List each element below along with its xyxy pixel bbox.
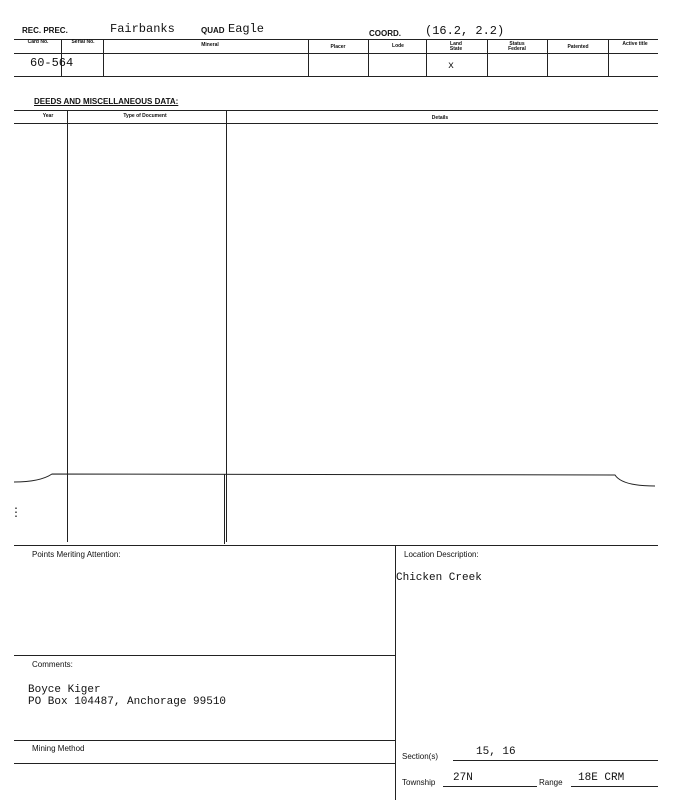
col-lode: Lode — [392, 43, 404, 49]
deeds-title: DEEDS AND MISCELLANEOUS DATA: — [34, 97, 179, 106]
mining-method-bottom-rule — [14, 763, 395, 764]
deeds-col-year: Year — [42, 113, 54, 119]
township-value: 27N — [453, 772, 473, 784]
comments-line-1: Boyce Kiger — [28, 684, 101, 696]
claims-col-divider — [308, 39, 309, 76]
coord-value: (16.2, 2.2) — [425, 24, 505, 38]
col-serial-no: Serial No. — [71, 39, 95, 45]
claims-col-divider — [547, 39, 548, 76]
col-placer: Placer — [330, 44, 346, 50]
quad-label: QUAD — [201, 26, 225, 35]
deeds-col-details: Details — [431, 115, 449, 121]
coord-label: COORD. — [369, 29, 401, 38]
col-patented: Patented — [567, 44, 589, 50]
section-underline — [453, 760, 658, 761]
comments-label: Comments: — [32, 660, 73, 669]
township-underline — [443, 786, 537, 787]
range-value: 18E CRM — [578, 772, 625, 784]
lower-section-rule — [14, 545, 658, 546]
claims-table-top-rule — [14, 39, 658, 40]
points-meriting-attention-label: Points Meriting Attention: — [32, 550, 121, 559]
quad-value: Eagle — [228, 22, 265, 36]
range-underline — [571, 786, 658, 787]
location-description-label: Location Description: — [404, 550, 479, 559]
col-card-no: Card No. — [27, 39, 49, 45]
deeds-top-rule — [14, 110, 658, 111]
comments-rule — [14, 655, 395, 656]
deeds-header-rule — [14, 123, 658, 124]
col-mineral: Mineral — [201, 42, 219, 48]
col-active-title: Active title — [622, 41, 648, 47]
claims-col-divider — [487, 39, 488, 76]
claims-table-header-rule — [14, 53, 658, 54]
section-value: 15, 16 — [476, 746, 516, 758]
mining-method-label: Mining Method — [32, 744, 85, 753]
comments-line-2: PO Box 104487, Anchorage 99510 — [28, 696, 227, 708]
land-state-mark: x — [448, 61, 455, 72]
rec-prec-value: Fairbanks — [110, 22, 175, 36]
range-label: Range — [539, 778, 563, 787]
page-fold-line — [0, 460, 678, 500]
claims-col-divider — [103, 39, 104, 76]
col-status-federal: Status Federal — [508, 41, 526, 52]
card-no-value: 60-564 — [30, 56, 74, 70]
claims-table-bottom-rule — [14, 76, 658, 77]
edge-mark: ⋮ — [10, 505, 22, 519]
claims-col-divider — [368, 39, 369, 76]
deeds-col-type: Type of Document — [123, 113, 167, 119]
mining-method-rule — [14, 740, 395, 741]
col-land-state: Land State — [449, 41, 463, 52]
rec-prec-label: REC. PREC. — [22, 26, 68, 35]
location-description-value: Chicken Creek — [396, 572, 482, 584]
claims-col-divider — [426, 39, 427, 76]
section-label: Section(s) — [402, 752, 439, 761]
claims-col-divider — [608, 39, 609, 76]
township-label: Township — [402, 778, 436, 787]
